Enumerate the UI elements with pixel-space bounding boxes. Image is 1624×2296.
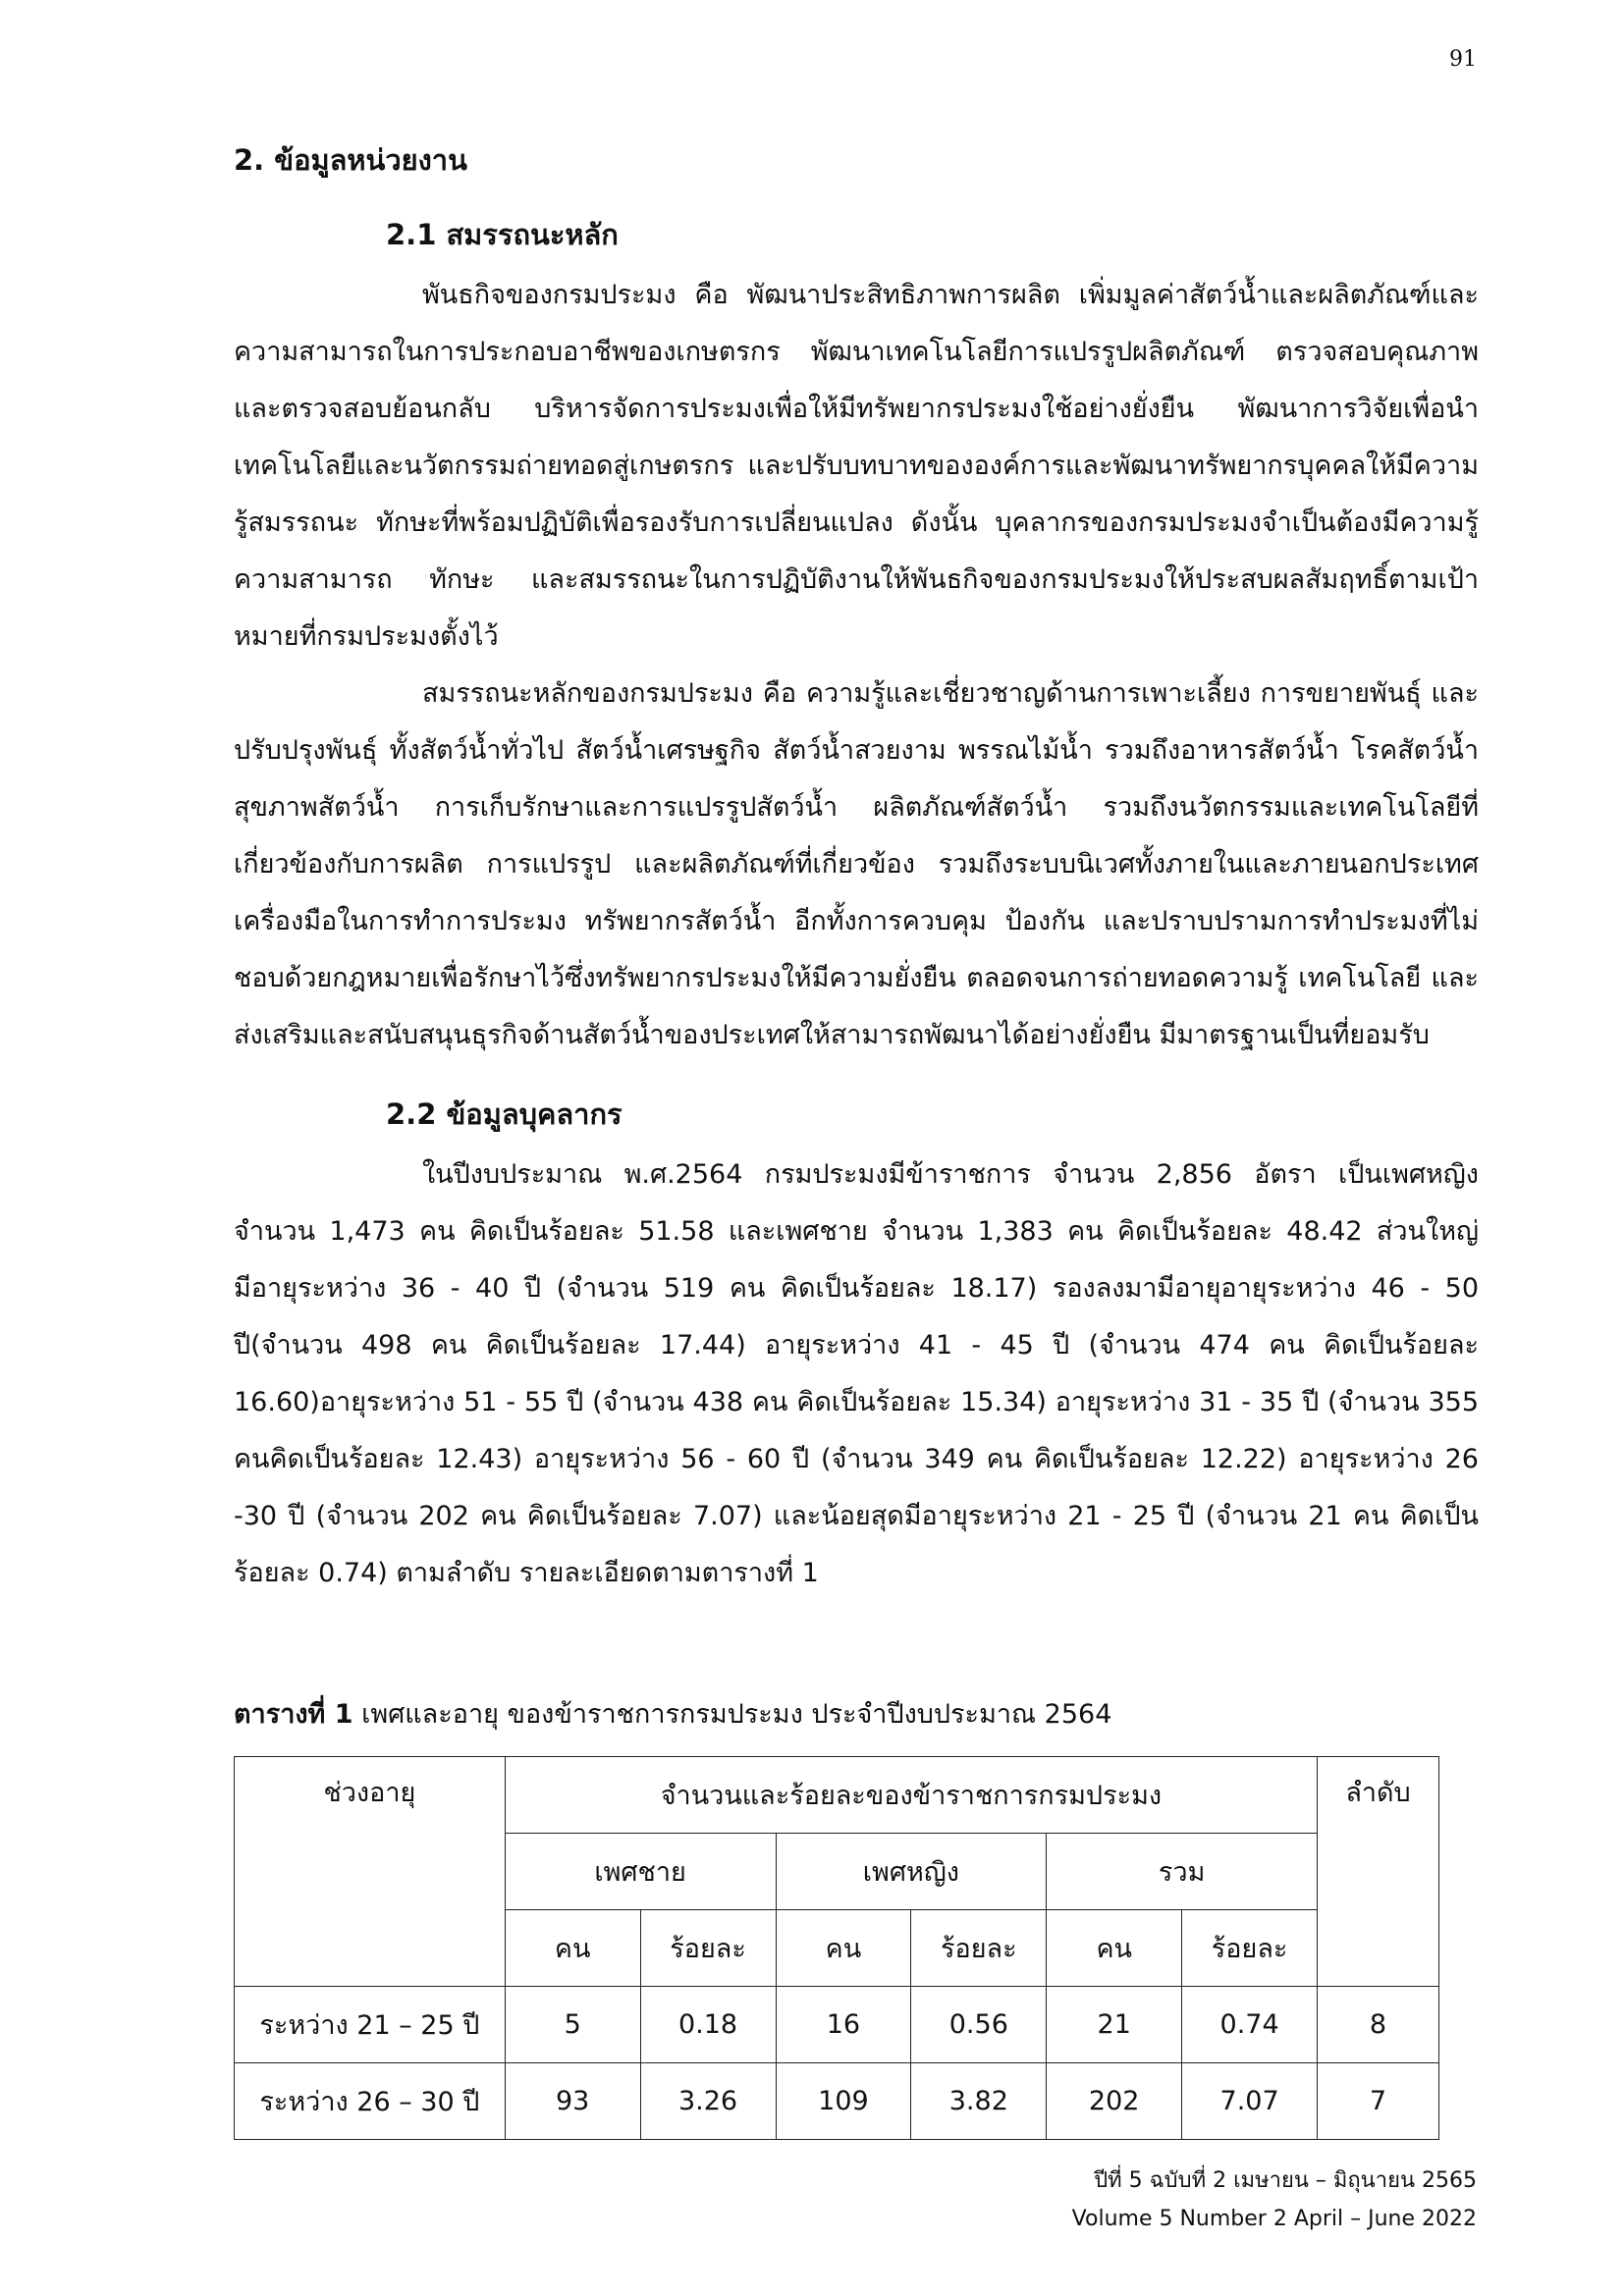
paragraph-core-competency: สมรรถนะหลักของกรมประมง คือ ความรู้และเชี่ยวชาญด้านการเพาะเลี้ยง การขยายพันธุ์ และปรับปรุงพันธุ์ ทั้งสัตว์น้ำทั่วไป สัตว์น้ำเศรษฐกิจ สัตว์น้ำสวยงาม พรรณไม้น้ำ รวมถึงอาหารสัตว์น้ำ โรคสัตว์น้ำสุขภาพสัตว์น้ำ การเก็บรักษาและการแปรรูปสัตว์น้ำ ผลิตภัณฑ์สัตว์น้ำ รวมถึงนวัตกรรมและเทคโนโลยีที่เกี่ยวข้องกับการผลิต การแปรรูป และผลิตภัณฑ์ที่เกี่ยวข้อง รวมถึงระบบนิเวศทั้งภายในและภายนอกประเทศ เครื่องมือในการทำการประมง ทรัพยากรสัตว์น้ำ อีกทั้งการควบคุม ป้องกัน และปราบปรามการทำประมงที่ไม่ชอบด้วยกฎหมายเพื่อรักษาไว้ซึ่งทรัพยากรประมงให้มีความยั่งยืน ตลอดจนการถ่ายทอดความรู้ เทคโนโลยี และส่งเสริมและสนับสนุนธุรกิจด้านสัตว์น้ำของประเทศให้สามารถพัฒนาได้อย่างยั่งยืน มีมาตรฐานเป็นที่ยอมรับ xyxy=(234,678,1479,1050)
table-caption-text: เพศและอายุ ของข้าราชการกรมประมง ประจำปีงบประมาณ 2564 xyxy=(352,1699,1112,1730)
header-female: เพศหญิง xyxy=(776,1834,1047,1910)
cell-age: ระหว่าง 21 – 25 ปี xyxy=(235,1987,506,2063)
main-content xyxy=(234,137,1479,2140)
header-male: เพศชาย xyxy=(505,1834,776,1910)
table-caption-label: ตารางที่ 1 xyxy=(234,1699,353,1730)
cell-female-count: 16 xyxy=(776,1987,911,2063)
cell-age: ระหว่าง 26 – 30 ปี xyxy=(235,2063,506,2140)
subsection-title-core-competency: 2.1 สมรรถนะหลัก xyxy=(386,218,619,251)
page-number: 91 xyxy=(1449,47,1477,72)
cell-total-percent: 0.74 xyxy=(1182,1987,1318,2063)
cell-total-count: 21 xyxy=(1047,1987,1182,2063)
header-female-percent: ร้อยละ xyxy=(911,1910,1047,1987)
header-age-range: ช่วงอายุ xyxy=(235,1757,506,1987)
table-row xyxy=(235,1987,1439,2063)
footer-issue-thai: ปีที่ 5 ฉบับที่ 2 เมษายน – มิถุนายน 2565 xyxy=(1094,2168,1477,2193)
table-caption xyxy=(234,1692,1479,1735)
table-header-row-1 xyxy=(235,1757,1439,1834)
cell-male-count: 5 xyxy=(505,1987,640,2063)
cell-female-percent: 0.56 xyxy=(911,1987,1047,2063)
footer-issue-english: Volume 5 Number 2 April – June 2022 xyxy=(1071,2207,1477,2231)
header-total-percent: ร้อยละ xyxy=(1182,1910,1318,1987)
subsection-title-personnel: 2.2 ข้อมูลบุคลากร xyxy=(386,1097,623,1131)
paragraph-personnel: ในปีงบประมาณ พ.ศ.2564 กรมประมงมีข้าราชการ จำนวน 2,856 อัตรา เป็นเพศหญิงจำนวน 1,473 คน คิดเป็นร้อยละ 51.58 และเพศชาย จำนวน 1,383 คน คิดเป็นร้อยละ 48.42 ส่วนใหญ่มีอายุระหว่าง 36 - 40 ปี (จำนวน 519 คน คิดเป็นร้อยละ 18.17) รองลงมามีอายุอายุระหว่าง 46 - 50 ปี(จำนวน 498 คน คิดเป็นร้อยละ 17.44) อายุระหว่าง 41 - 45 ปี (จำนวน 474 คน คิดเป็นร้อยละ 16.60)อายุระหว่าง 51 - 55 ปี (จำนวน 438 คน คิดเป็นร้อยละ 15.34) อายุระหว่าง 31 - 35 ปี (จำนวน 355 คนคิดเป็นร้อยละ 12.43) อายุระหว่าง 56 - 60 ปี (จำนวน 349 คน คิดเป็นร้อยละ 12.22) อายุระหว่าง 26 -30 ปี (จำนวน 202 คน คิดเป็นร้อยละ 7.07) และน้อยสุดมีอายุระหว่าง 21 - 25 ปี (จำนวน 21 คน คิดเป็นร้อยละ 0.74) ตามลำดับ รายละเอียดตามตารางที่ 1 xyxy=(234,1159,1480,1588)
cell-rank: 8 xyxy=(1318,1987,1439,2063)
cell-total-percent: 7.07 xyxy=(1182,2063,1318,2140)
header-group: จำนวนและร้อยละของข้าราชการกรมประมง xyxy=(505,1757,1317,1834)
header-rank: ลำดับ xyxy=(1318,1757,1439,1987)
section-title: 2. ข้อมูลหน่วยงาน xyxy=(234,143,467,177)
header-total: รวม xyxy=(1047,1834,1318,1910)
cell-female-count: 109 xyxy=(776,2063,911,2140)
personnel-table xyxy=(234,1756,1439,2140)
cell-male-percent: 0.18 xyxy=(640,1987,776,2063)
cell-male-count: 93 xyxy=(505,2063,640,2140)
cell-female-percent: 3.82 xyxy=(911,2063,1047,2140)
paragraph-mission: พันธกิจของกรมประมง คือ พัฒนาประสิทธิภาพการผลิต เพิ่มมูลค่าสัตว์น้ำและผลิตภัณฑ์และความสามารถในการประกอบอาชีพของเกษตรกร พัฒนาเทคโนโลยีการแปรรูปผลิตภัณฑ์ ตรวจสอบคุณภาพและตรวจสอบย้อนกลับ บริหารจัดการประมงเพื่อให้มีทรัพยากรประมงใช้อย่างยั่งยืน พัฒนาการวิจัยเพื่อนำเทคโนโลยีและนวัตกรรมถ่ายทอดสู่เกษตรกร และปรับบทบาทขององค์การและพัฒนาทรัพยากรบุคคลให้มีความรู้สมรรถนะ ทักษะที่พร้อมปฏิบัติเพื่อรองรับการเปลี่ยนแปลง ดังนั้น บุคลากรของกรมประมงจำเป็นต้องมีความรู้ความสามารถ ทักษะ และสมรรถนะในการปฏิบัติงานให้พันธกิจของกรมประมงให้ประสบผลสัมฤทธิ์ตามเป้าหมายที่กรมประมงตั้งไว้ xyxy=(234,280,1479,652)
cell-total-count: 202 xyxy=(1047,2063,1182,2140)
table-row xyxy=(235,2063,1439,2140)
cell-rank: 7 xyxy=(1318,2063,1439,2140)
header-female-count: คน xyxy=(776,1910,911,1987)
header-total-count: คน xyxy=(1047,1910,1182,1987)
cell-male-percent: 3.26 xyxy=(640,2063,776,2140)
header-male-count: คน xyxy=(505,1910,640,1987)
header-male-percent: ร้อยละ xyxy=(640,1910,776,1987)
